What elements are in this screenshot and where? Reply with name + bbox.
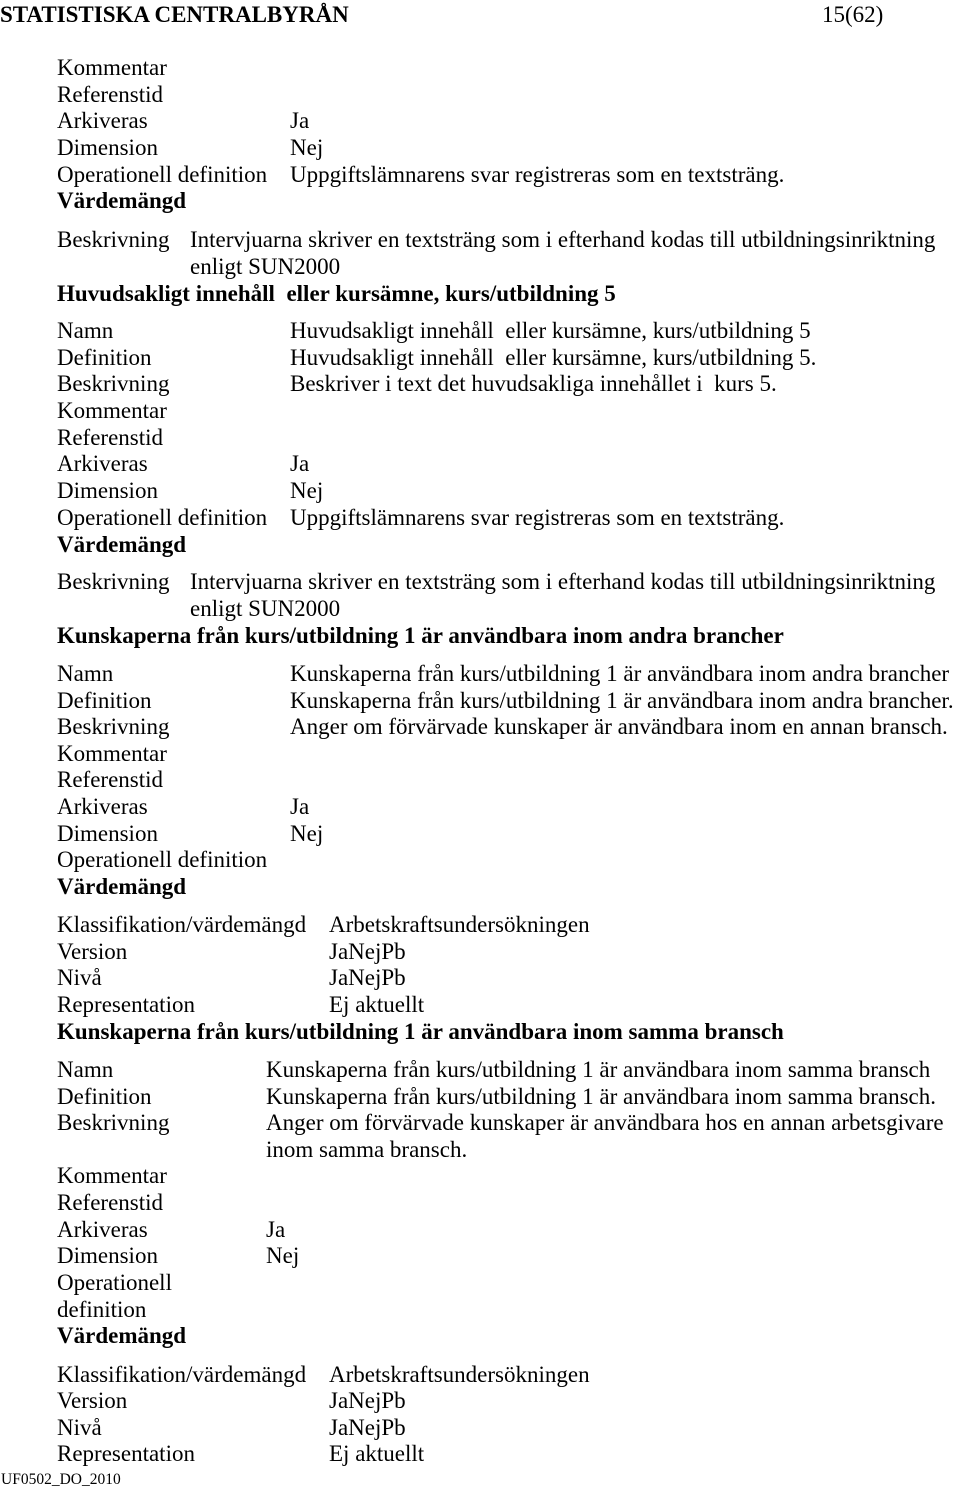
value-set-heading: Värdemängd (57, 874, 187, 899)
value-set-text-line-2: enligt SUN2000 (190, 596, 341, 621)
field-label-beskrivning: Beskrivning (57, 714, 170, 739)
representation-value: Ej aktuellt (329, 1441, 425, 1466)
field-value-namn: Kunskaperna från kurs/utbildning 1 är användbara inom samma bransch (266, 1057, 931, 1082)
header-page-number: 15(62) (822, 2, 884, 27)
field-label-operationell-line-2: definition (57, 1297, 147, 1322)
field-label-operationell-definition: Operationell definition (57, 505, 268, 530)
field-label-beskrivning: Beskrivning (57, 1110, 170, 1135)
field-label-operationell-definition: Operationell definition (57, 162, 268, 187)
field-value-dimension: Nej (290, 821, 324, 846)
classification-value: Arbetskraftsundersökningen (329, 912, 590, 937)
field-value-beskrivning: Anger om förvärvade kunskaper är användbara inom en annan bransch. (290, 714, 948, 739)
classification-value: Arbetskraftsundersökningen (329, 1362, 590, 1387)
field-value-arkiveras: Ja (266, 1217, 286, 1242)
value-set-heading: Värdemängd (57, 188, 187, 213)
field-label-operationell-line-1: Operationell (57, 1270, 172, 1295)
version-label: Version (57, 1388, 128, 1413)
field-value-namn: Huvudsakligt innehåll eller kursämne, kurs/utbildning 5 (290, 318, 811, 343)
field-label-beskrivning: Beskrivning (57, 371, 170, 396)
field-label-referenstid: Referenstid (57, 425, 164, 450)
representation-value: Ej aktuellt (329, 992, 425, 1017)
level-value: JaNejPb (329, 965, 406, 990)
value-set-label-beskrivning: Beskrivning (57, 569, 170, 594)
classification-label: Klassifikation/värdemängd (57, 912, 307, 937)
representation-label: Representation (57, 1441, 195, 1466)
field-value-arkiveras: Ja (290, 794, 310, 819)
field-value-definition: Kunskaperna från kurs/utbildning 1 är användbara inom andra brancher. (290, 688, 954, 713)
field-label-definition: Definition (57, 1084, 152, 1109)
value-set-text-line-2: enligt SUN2000 (190, 254, 341, 279)
field-label-definition: Definition (57, 345, 152, 370)
version-label: Version (57, 939, 128, 964)
variable-title: Kunskaperna från kurs/utbildning 1 är användbara inom andra brancher (57, 623, 784, 648)
field-value-operationell-definition: Uppgiftslämnarens svar registreras som en textsträng. (290, 505, 785, 530)
field-label-dimension: Dimension (57, 1243, 158, 1268)
field-value-definition: Huvudsakligt innehåll eller kursämne, kurs/utbildning 5. (290, 345, 817, 370)
field-label-kommentar: Kommentar (57, 398, 167, 423)
representation-label: Representation (57, 992, 195, 1017)
field-value-dimension: Nej (290, 135, 324, 160)
field-label-kommentar: Kommentar (57, 55, 167, 80)
variable-title: Huvudsakligt innehåll eller kursämne, kurs/utbildning 5 (57, 281, 616, 306)
field-value-definition: Kunskaperna från kurs/utbildning 1 är användbara inom samma bransch. (266, 1084, 936, 1109)
field-label-namn: Namn (57, 1057, 114, 1082)
field-label-arkiveras: Arkiveras (57, 451, 148, 476)
value-set-text-line-1: Intervjuarna skriver en textsträng som i efterhand kodas till utbildningsinriktning (190, 227, 936, 252)
field-value-namn: Kunskaperna från kurs/utbildning 1 är användbara inom andra brancher (290, 661, 950, 686)
field-value-operationell-definition: Uppgiftslämnarens svar registreras som en textsträng. (290, 162, 785, 187)
field-label-arkiveras: Arkiveras (57, 108, 148, 133)
variable-title: Kunskaperna från kurs/utbildning 1 är användbara inom samma bransch (57, 1019, 784, 1044)
field-label-namn: Namn (57, 318, 114, 343)
field-value-arkiveras: Ja (290, 108, 310, 133)
field-label-dimension: Dimension (57, 135, 158, 160)
field-label-kommentar: Kommentar (57, 1163, 167, 1188)
field-value-beskrivning-line-2: inom samma bransch. (266, 1137, 468, 1162)
level-label: Nivå (57, 1415, 102, 1440)
field-label-namn: Namn (57, 661, 114, 686)
field-label-arkiveras: Arkiveras (57, 794, 148, 819)
field-label-kommentar: Kommentar (57, 741, 167, 766)
classification-label: Klassifikation/värdemängd (57, 1362, 307, 1387)
field-value-beskrivning: Beskriver i text det huvudsakliga innehållet i kurs 5. (290, 371, 777, 396)
level-label: Nivå (57, 965, 102, 990)
version-value: JaNejPb (329, 1388, 406, 1413)
field-value-dimension: Nej (266, 1243, 300, 1268)
value-set-heading: Värdemängd (57, 1323, 187, 1348)
footer-document-id: UF0502_DO_2010 (1, 1471, 121, 1488)
field-label-dimension: Dimension (57, 478, 158, 503)
field-label-operationell-definition: Operationell definition (57, 847, 268, 872)
value-set-heading: Värdemängd (57, 532, 187, 557)
field-label-arkiveras: Arkiveras (57, 1217, 148, 1242)
header-organization: STATISTISKA CENTRALBYRÅN (0, 2, 349, 27)
field-label-referenstid: Referenstid (57, 82, 164, 107)
field-label-referenstid: Referenstid (57, 767, 164, 792)
field-label-definition: Definition (57, 688, 152, 713)
field-label-dimension: Dimension (57, 821, 158, 846)
field-value-arkiveras: Ja (290, 451, 310, 476)
field-value-beskrivning-line-1: Anger om förvärvade kunskaper är användbara hos en annan arbetsgivare (266, 1110, 944, 1135)
value-set-label-beskrivning: Beskrivning (57, 227, 170, 252)
version-value: JaNejPb (329, 939, 406, 964)
field-value-dimension: Nej (290, 478, 324, 503)
field-label-referenstid: Referenstid (57, 1190, 164, 1215)
level-value: JaNejPb (329, 1415, 406, 1440)
value-set-text-line-1: Intervjuarna skriver en textsträng som i efterhand kodas till utbildningsinriktning (190, 569, 936, 594)
